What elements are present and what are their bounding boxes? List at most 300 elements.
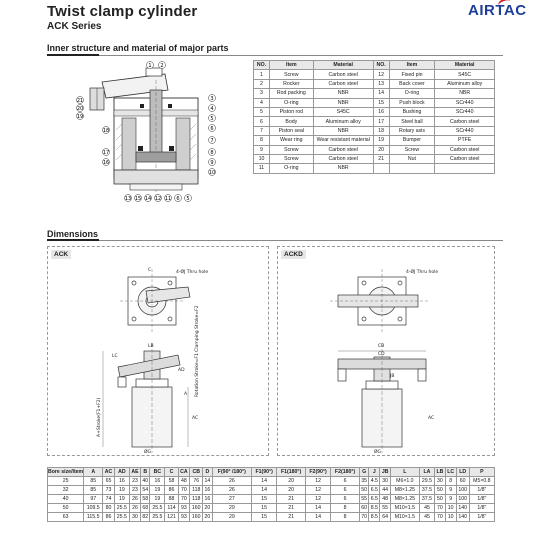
column-header: CA	[178, 468, 190, 477]
table-row	[254, 164, 495, 173]
table-cell: 1/8"	[469, 486, 494, 495]
table-cell: 25	[48, 477, 84, 486]
dim-a-label: A	[184, 392, 188, 397]
table-cell	[373, 164, 389, 173]
table-cell: 21	[277, 513, 306, 522]
table-cell: 1	[254, 70, 270, 79]
svg-text:6: 6	[210, 126, 214, 132]
table-cell: 86	[103, 513, 115, 522]
table-cell: 45	[419, 513, 434, 522]
column-header: LC	[447, 469, 455, 475]
table-cell: Carbon steel	[435, 145, 495, 154]
table-cell: 121	[165, 513, 178, 522]
column-header: LD	[456, 468, 469, 477]
table-cell: Carbon steel	[313, 154, 373, 163]
table-cell: Carbon steel	[435, 117, 495, 126]
table-cell: 97	[84, 495, 103, 504]
table-cell: 9	[445, 495, 456, 504]
table-cell: 16	[373, 107, 389, 116]
table-cell: Wear ring	[269, 136, 313, 145]
svg-text:11: 11	[164, 196, 172, 202]
table-cell: 17	[373, 117, 389, 126]
table-cell: Body	[269, 117, 313, 126]
ackd-jb-label: JB	[390, 374, 395, 379]
table-row	[48, 486, 495, 495]
table-cell: 14	[306, 504, 331, 513]
table-row	[254, 70, 495, 79]
table-cell: 32	[48, 486, 84, 495]
dim-stroke-left-label: A+Stroke(F1+F2)	[97, 397, 102, 437]
table-cell: Aluminum alloy	[435, 79, 495, 88]
table-cell: O-ring	[389, 89, 435, 98]
table-row	[254, 79, 495, 88]
table-cell: 140	[456, 504, 469, 513]
table-cell: 1/8"	[469, 504, 494, 513]
table-cell: NBR	[435, 89, 495, 98]
table-cell: 100	[456, 486, 469, 495]
table-cell: 8.5	[370, 514, 378, 520]
table-cell	[389, 164, 435, 173]
svg-text:10: 10	[208, 170, 216, 176]
table-cell: Screw	[389, 145, 435, 154]
table-cell: 58	[142, 496, 149, 502]
table-cell: Screw	[269, 154, 313, 163]
column-header: L	[390, 468, 419, 477]
table-cell: Aluminum alloy	[313, 117, 373, 126]
column-header: Bore size/Item	[48, 469, 84, 475]
table-cell: O-ring	[269, 164, 313, 173]
logo-text: AIRTAC	[468, 2, 527, 19]
table-cell: 45	[419, 504, 434, 513]
table-cell: 9	[254, 145, 270, 154]
svg-text:20: 20	[76, 106, 84, 112]
table-cell: Rocker	[269, 79, 313, 88]
table-cell: 14	[204, 478, 211, 484]
column-header: F2(90°)	[306, 468, 331, 477]
table-cell: 25.5	[150, 504, 165, 513]
svg-text:3: 3	[210, 96, 214, 102]
table-cell: S45C	[313, 107, 373, 116]
column-header: G	[360, 468, 369, 477]
table-cell: 76	[190, 477, 203, 486]
table-cell: PTFE	[435, 136, 495, 145]
table-cell: 118	[190, 486, 203, 495]
table-cell: 19	[373, 136, 389, 145]
table-cell: Carbon steel	[313, 145, 373, 154]
table-cell: 50	[435, 495, 446, 504]
table-cell: 6.5	[370, 496, 378, 502]
dim-stroke-right-label: Rotation Stroke=F1 Clamping Stroke=F2	[195, 305, 200, 397]
table-cell: 4.5	[370, 478, 378, 484]
table-cell: O-ring	[269, 98, 313, 107]
svg-text:16: 16	[102, 160, 110, 166]
table-cell: SCr440	[435, 107, 495, 116]
table-row	[254, 98, 495, 107]
cross-section-drawing	[70, 60, 220, 208]
table-cell: 70	[178, 486, 190, 495]
table-cell: 118	[190, 495, 203, 504]
table-cell: 93	[178, 513, 190, 522]
table-cell: 12	[306, 477, 331, 486]
table-cell: Fixed pin	[389, 70, 435, 79]
col-item: Item	[389, 61, 435, 70]
balloon-2: 2	[160, 63, 164, 69]
table-cell: 70	[178, 495, 190, 504]
structure-divider-accent	[47, 54, 99, 56]
col-no: NO.	[373, 61, 389, 70]
table-row	[254, 145, 495, 154]
column-header: F1(90°)	[252, 468, 277, 477]
svg-text:5: 5	[186, 196, 190, 202]
table-cell: 6	[331, 477, 360, 486]
table-cell: NBR	[313, 89, 373, 98]
svg-text:13: 13	[124, 196, 132, 202]
table-cell: 74	[103, 495, 115, 504]
dimensions-divider	[47, 240, 503, 241]
table-cell: 48	[178, 477, 190, 486]
table-cell: 8.5	[370, 505, 378, 511]
dim-lb-label: LB	[148, 344, 154, 349]
column-header: C	[165, 468, 178, 477]
table-cell: 60	[361, 505, 368, 511]
svg-text:21: 21	[76, 98, 84, 104]
table-cell: 8	[331, 504, 360, 513]
table-cell: 40	[48, 495, 84, 504]
table-cell: 19	[114, 486, 129, 495]
table-cell: 7	[254, 126, 270, 135]
table-cell: 21	[277, 504, 306, 513]
table-cell: 26	[129, 504, 140, 513]
table-cell: 10	[445, 504, 456, 513]
table-cell: 8	[331, 513, 360, 522]
page-title: Twist clamp cylinder	[47, 3, 198, 20]
table-cell: 23	[129, 486, 140, 495]
column-header: AC	[103, 468, 115, 477]
column-header: B	[141, 468, 150, 477]
table-cell: 50	[361, 487, 368, 493]
structure-section-title: Inner structure and material of major parts	[47, 43, 229, 53]
table-row	[48, 504, 495, 513]
table-cell: 40	[142, 478, 149, 484]
table-cell: 70	[435, 504, 446, 513]
column-header: D	[203, 468, 212, 477]
table-cell: 21	[373, 154, 389, 163]
table-cell: 160	[190, 504, 203, 513]
dimensions-table	[47, 467, 495, 522]
table-cell: 19	[150, 495, 165, 504]
table-cell: 30	[129, 513, 140, 522]
cylinder-body	[114, 80, 198, 200]
table-cell: 25.5	[150, 513, 165, 522]
table-cell	[435, 164, 495, 173]
table-cell: NBR	[313, 164, 373, 173]
table-cell: S45C	[435, 70, 495, 79]
table-cell: 37.5	[419, 486, 434, 495]
dim-g-label: ØG	[144, 450, 152, 455]
table-cell: 55	[361, 496, 368, 502]
table-cell: 54	[142, 487, 149, 493]
table-cell: 44	[380, 486, 390, 495]
table-cell: Push block	[389, 98, 435, 107]
table-cell: 70	[435, 513, 446, 522]
table-cell: 14	[373, 89, 389, 98]
table-cell: 85	[84, 477, 103, 486]
table-cell: Screw	[269, 70, 313, 79]
table-cell: 10	[254, 154, 270, 163]
table-cell: 88	[165, 495, 178, 504]
table-cell: 16	[114, 477, 129, 486]
table-cell: 16	[150, 477, 165, 486]
svg-text:6: 6	[176, 196, 180, 202]
table-cell: 100	[456, 495, 469, 504]
table-cell: 160	[190, 513, 203, 522]
ackd-dimension-drawing	[278, 247, 494, 455]
dim-thru-hole-label: 4-ØJ Thru hole	[176, 270, 209, 275]
table-cell: 16	[204, 487, 211, 493]
table-cell: 37.5	[419, 495, 434, 504]
table-cell: 15	[252, 513, 277, 522]
balloon-1: 1	[148, 63, 152, 69]
table-cell: 15	[252, 504, 277, 513]
column-header: A	[84, 468, 103, 477]
ackd-thru-hole-label: 4-ØJ Thru hole	[406, 270, 439, 275]
table-cell: 20	[204, 514, 211, 520]
table-row	[254, 117, 495, 126]
table-cell: Carbon steel	[313, 79, 373, 88]
table-row	[254, 154, 495, 163]
col-item: Item	[269, 61, 313, 70]
table-cell: Rotary axis	[389, 126, 435, 135]
table-cell: 58	[165, 477, 178, 486]
series-subtitle: ACK Series	[47, 21, 102, 32]
table-cell: 14	[306, 513, 331, 522]
table-cell: 48	[380, 495, 390, 504]
svg-text:5: 5	[210, 116, 214, 122]
table-cell: 55	[380, 504, 390, 513]
table-cell: 109.5	[84, 504, 103, 513]
svg-text:18: 18	[102, 128, 110, 134]
table-cell: 8	[445, 477, 456, 486]
airtac-logo	[468, 2, 527, 19]
table-cell: 64	[380, 513, 390, 522]
table-cell: Carbon steel	[313, 70, 373, 79]
column-header: P	[469, 468, 494, 477]
table-cell: 30	[380, 477, 390, 486]
table-cell: 27	[212, 495, 252, 504]
table-cell: 1/8"	[469, 513, 494, 522]
table-cell: 18	[373, 126, 389, 135]
table-cell: 15	[252, 495, 277, 504]
table-cell: 19	[150, 486, 165, 495]
table-cell: Carbon steel	[435, 154, 495, 163]
table-cell: Piston rod	[269, 107, 313, 116]
table-cell: 60	[456, 477, 469, 486]
table-cell: 115.5	[84, 513, 103, 522]
table-cell: 11	[254, 164, 270, 173]
table-cell: Piston seal	[269, 126, 313, 135]
table-row	[254, 136, 495, 145]
dim-lc-label: LC	[112, 354, 118, 359]
table-row	[254, 89, 495, 98]
svg-text:17: 17	[102, 150, 110, 156]
dimensions-divider-accent	[47, 239, 99, 241]
table-cell: 65	[103, 477, 115, 486]
table-cell: NBR	[313, 126, 373, 135]
table-cell: 82	[142, 514, 149, 520]
column-header: LB	[436, 469, 444, 475]
table-cell: 68	[142, 505, 149, 511]
table-cell: Nut	[389, 154, 435, 163]
table-cell: 20	[277, 486, 306, 495]
table-cell: M6×1.0	[390, 477, 419, 486]
table-cell: 6.5	[370, 487, 378, 493]
table-cell: 30	[435, 477, 446, 486]
svg-text:9: 9	[210, 160, 214, 166]
table-cell: Screw	[269, 145, 313, 154]
ackd-panel-label: ACKD	[281, 250, 306, 259]
dim-ac-label: AC	[192, 416, 199, 421]
table-cell: 12	[373, 70, 389, 79]
table-cell: 2	[254, 79, 270, 88]
table-cell: 20	[277, 477, 306, 486]
table-cell: 140	[456, 513, 469, 522]
column-header: JB	[381, 469, 389, 475]
col-material: Material	[435, 61, 495, 70]
ackd-drawing-panel	[277, 246, 495, 456]
table-cell: SCr440	[435, 126, 495, 135]
table-cell: 6	[254, 117, 270, 126]
column-header: F1(180°)	[277, 468, 306, 477]
table-cell: 9	[445, 486, 456, 495]
table-cell: 20	[373, 145, 389, 154]
table-cell: 14	[252, 486, 277, 495]
table-cell: M8×1.25	[390, 495, 419, 504]
svg-text:7: 7	[210, 138, 214, 144]
svg-text:12: 12	[154, 196, 162, 202]
table-cell: 50	[48, 504, 84, 513]
dimensions-table-header	[48, 468, 495, 477]
table-cell: 19	[114, 495, 129, 504]
table-cell: Wear resistant material	[313, 136, 373, 145]
svg-text:19: 19	[76, 114, 84, 120]
table-cell: 23	[129, 477, 140, 486]
col-material: Material	[313, 61, 373, 70]
column-header: LA	[419, 468, 434, 477]
table-cell: 21	[277, 495, 306, 504]
table-cell: 6	[331, 486, 360, 495]
ackd-cd-label: CD	[378, 352, 385, 357]
table-cell: 29	[212, 513, 252, 522]
column-header: CB	[190, 468, 203, 477]
table-cell: 73	[103, 486, 115, 495]
dim-c-label: C	[148, 268, 152, 273]
table-cell: 1/8"	[469, 495, 494, 504]
table-row	[254, 126, 495, 135]
table-cell: 29.5	[419, 477, 434, 486]
svg-text:14: 14	[144, 196, 152, 202]
ackd-ac-label: AC	[428, 416, 435, 421]
table-cell: M10×1.5	[390, 513, 419, 522]
table-cell: Bushing	[389, 107, 435, 116]
table-cell: 70	[361, 514, 368, 520]
table-row	[48, 513, 495, 522]
column-header: BC	[150, 468, 165, 477]
table-cell: 12	[306, 495, 331, 504]
table-cell: 25.5	[114, 513, 129, 522]
table-cell: 80	[103, 504, 115, 513]
column-header: J	[369, 468, 380, 477]
column-header: F2(180°)	[331, 468, 360, 477]
table-cell: 35	[361, 478, 368, 484]
ackd-g-label: ØG	[374, 450, 382, 455]
top-screw	[146, 68, 162, 76]
table-cell: 114	[165, 504, 178, 513]
table-cell: 15	[373, 98, 389, 107]
ack-panel-label: ACK	[51, 250, 71, 259]
table-cell: 14	[252, 477, 277, 486]
table-cell: M10×1.5	[390, 504, 419, 513]
table-row	[48, 495, 495, 504]
table-cell: 50	[435, 486, 446, 495]
table-cell: 86	[165, 486, 178, 495]
svg-text:15: 15	[134, 196, 142, 202]
table-cell: 6	[331, 495, 360, 504]
table-cell: M5×0.8	[469, 477, 494, 486]
table-cell: 29	[212, 504, 252, 513]
table-cell: 93	[178, 504, 190, 513]
table-cell: 8	[254, 136, 270, 145]
table-cell: 10	[445, 513, 456, 522]
column-header: F(90° /180°)	[212, 468, 252, 477]
dim-ad-label: AD	[178, 368, 185, 373]
table-row	[254, 107, 495, 116]
table-cell: 20	[204, 505, 211, 511]
table-cell: SCr440	[435, 98, 495, 107]
table-cell: 25.5	[114, 504, 129, 513]
table-cell: Bumper	[389, 136, 435, 145]
table-cell: 4	[254, 98, 270, 107]
ackd-cb-label: CB	[378, 344, 385, 349]
table-cell: 3	[254, 89, 270, 98]
parts-table-header	[254, 61, 495, 70]
ack-dimension-drawing	[48, 247, 268, 455]
table-cell: Rod packing	[269, 89, 313, 98]
table-cell: 13	[373, 79, 389, 88]
table-cell: 16	[204, 496, 211, 502]
table-cell: 85	[84, 486, 103, 495]
col-no: NO.	[254, 61, 270, 70]
table-cell: NBR	[313, 98, 373, 107]
table-cell: M8×1.25	[390, 486, 419, 495]
table-cell: 5	[254, 107, 270, 116]
table-row	[48, 477, 495, 486]
ack-drawing-panel	[47, 246, 269, 456]
dimensions-section-title: Dimensions	[47, 229, 99, 239]
table-cell: 26	[212, 477, 252, 486]
structure-divider	[47, 55, 503, 56]
column-header: AD	[114, 468, 129, 477]
svg-text:8: 8	[210, 150, 214, 156]
parts-material-table	[253, 60, 495, 174]
svg-text:4: 4	[210, 106, 214, 112]
table-cell: Back cover	[389, 79, 435, 88]
column-header: AE	[131, 469, 139, 475]
table-cell: 26	[129, 495, 140, 504]
table-cell: 12	[306, 486, 331, 495]
table-cell: Steel ball	[389, 117, 435, 126]
table-cell: 26	[212, 486, 252, 495]
table-cell: 63	[48, 513, 84, 522]
